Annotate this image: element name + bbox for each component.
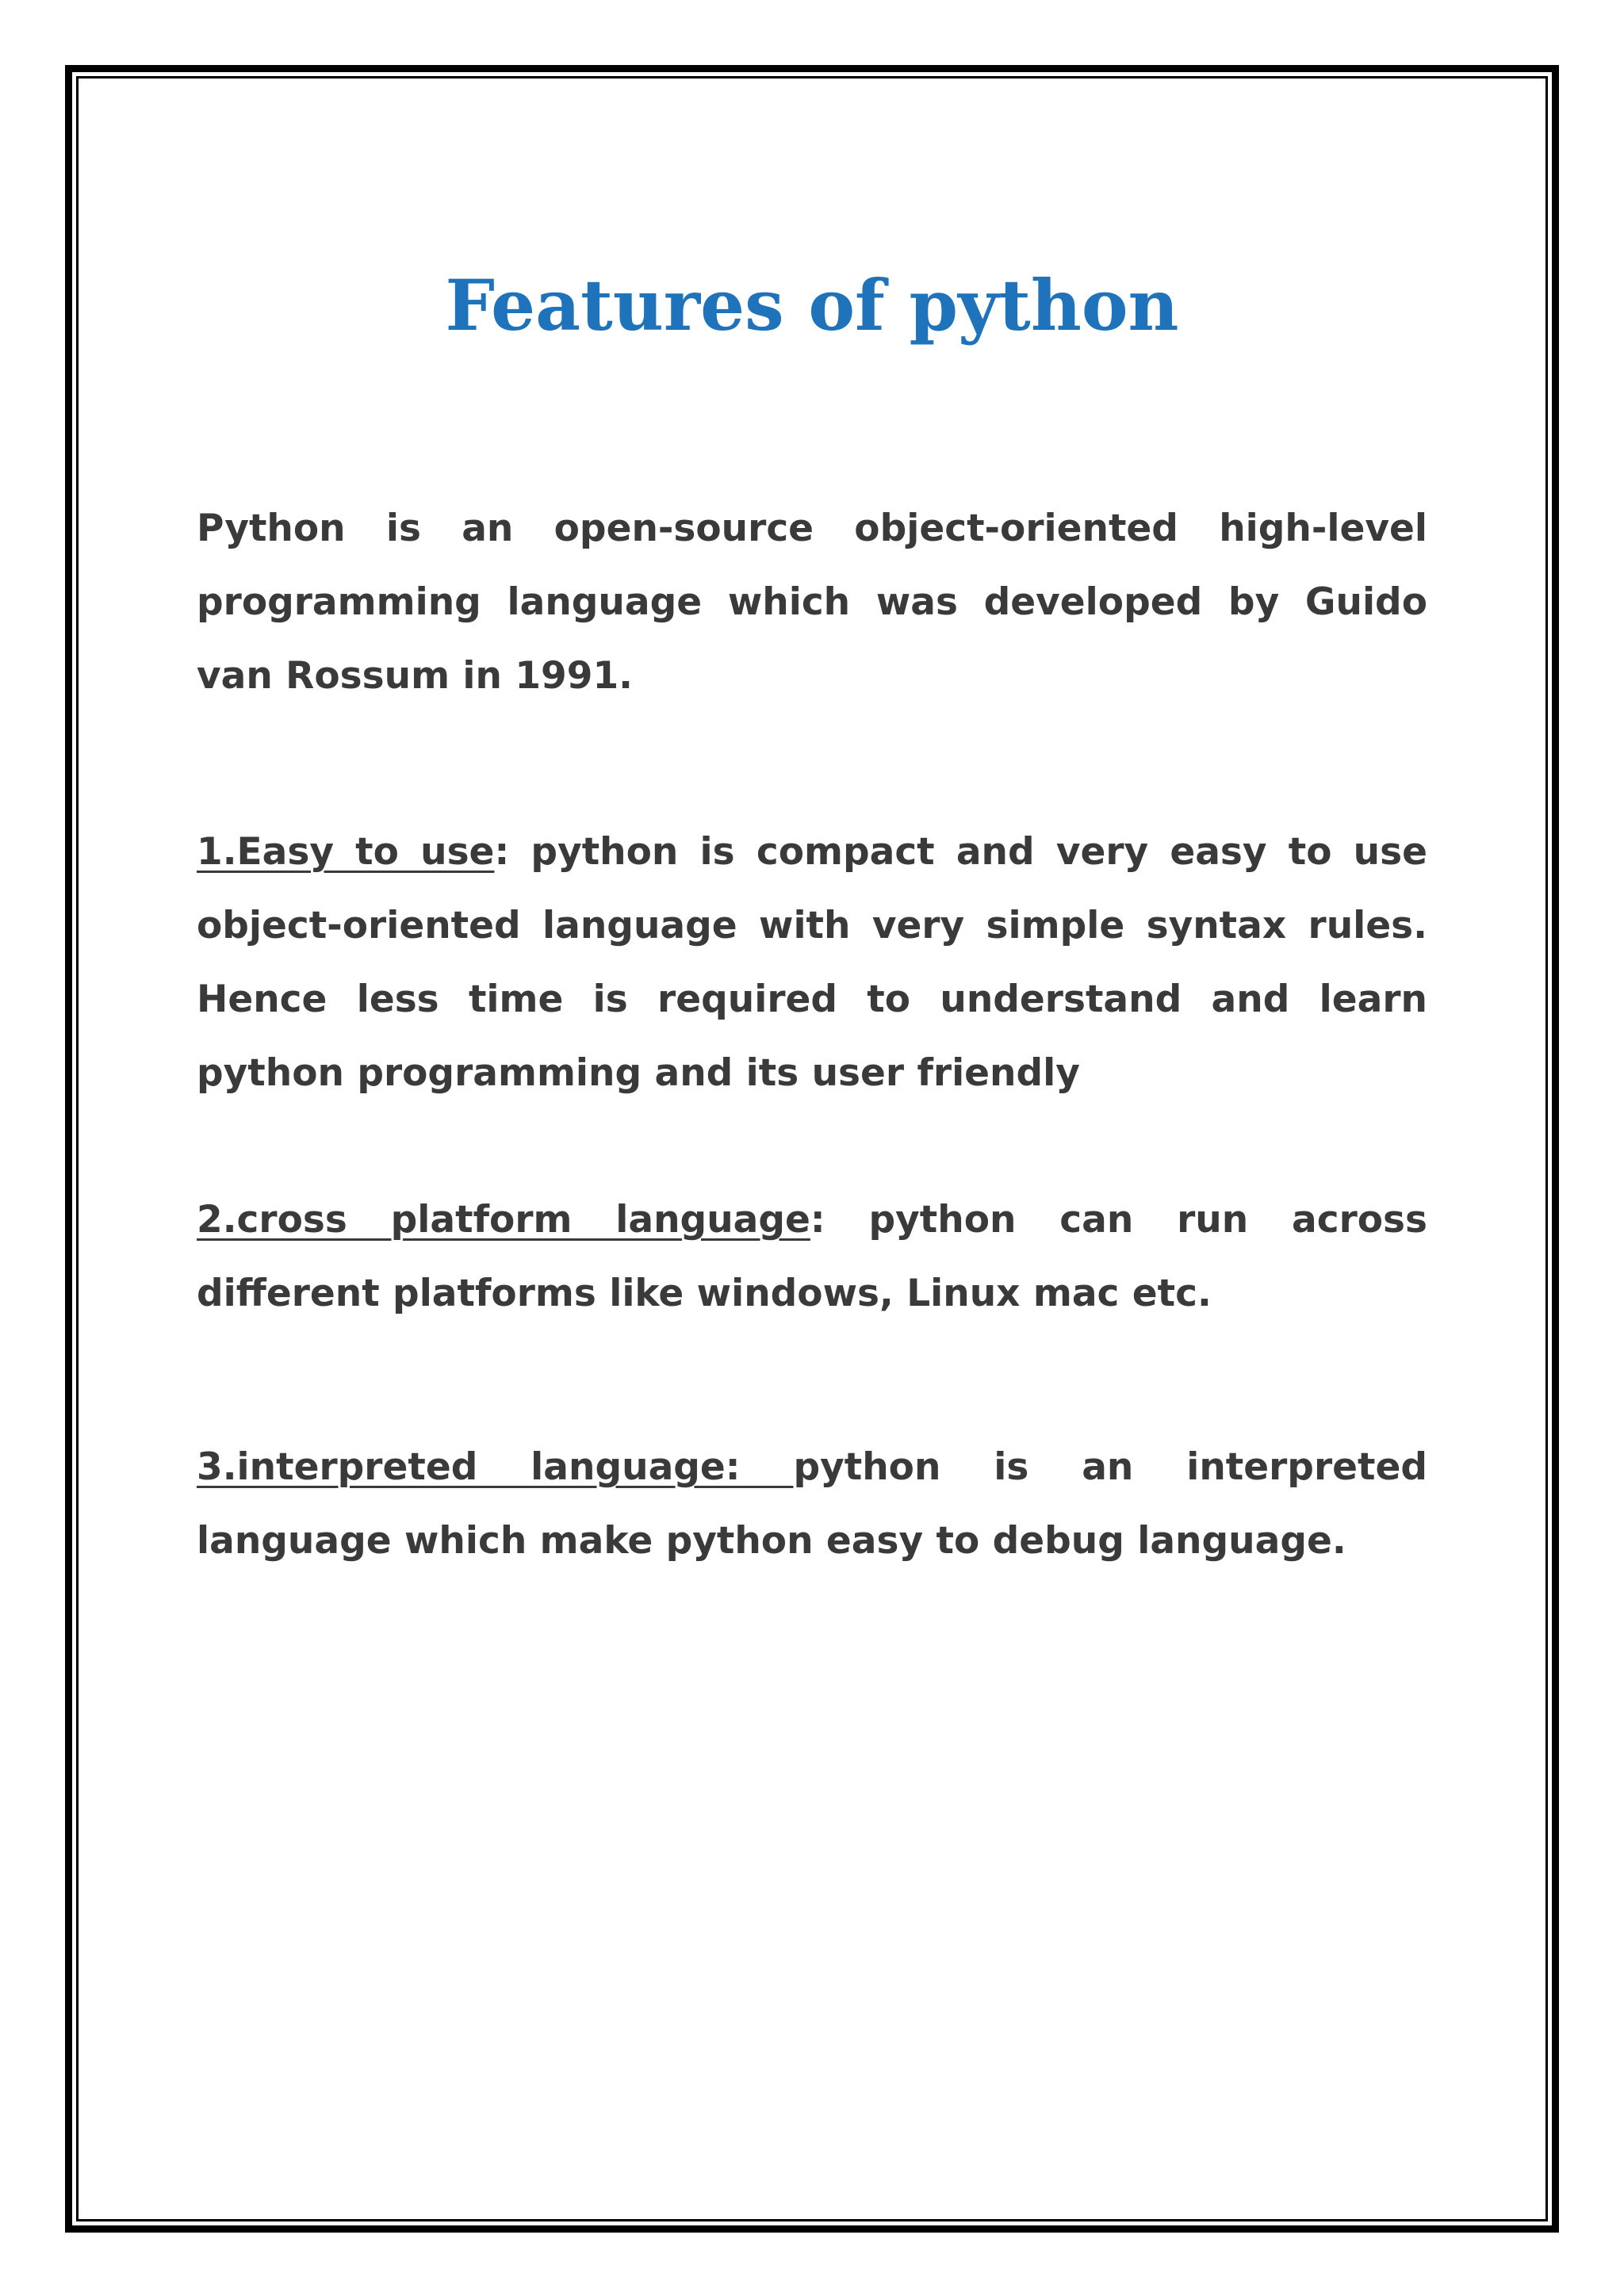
feature-separator: :: [810, 1198, 825, 1242]
feature-paragraph: [197, 815, 1427, 1110]
feature-text: python can run across different platforms like windows, Linux mac etc.: [197, 1198, 1428, 1315]
feature-easy-to-use: [197, 815, 1427, 1110]
feature-paragraph: [197, 1430, 1427, 1578]
feature-heading: 3.interpreted language:: [197, 1445, 794, 1489]
page-border-inner: [76, 76, 1548, 2221]
feature-heading: 1.Easy to use: [197, 830, 495, 874]
feature-paragraph: [197, 1183, 1427, 1330]
feature-heading: 2.cross platform language: [197, 1198, 810, 1242]
feature-cross-platform: [197, 1183, 1427, 1330]
page-title: Features of python: [445, 264, 1179, 346]
intro-paragraph: [197, 492, 1427, 713]
feature-interpreted: [197, 1430, 1427, 1578]
intro-text: Python is an open-source object-oriented high-level programming language which was developed by Guido van Rossum in 1991.: [197, 507, 1427, 698]
feature-text: python is an interpreted language which make python easy to debug language.: [197, 1445, 1427, 1563]
feature-text: python is compact and very easy to use object-oriented language with very simple syntax rules. Hence less time is required to understand and learn python programming and its user friendly: [197, 830, 1427, 1095]
feature-separator: :: [494, 830, 510, 874]
